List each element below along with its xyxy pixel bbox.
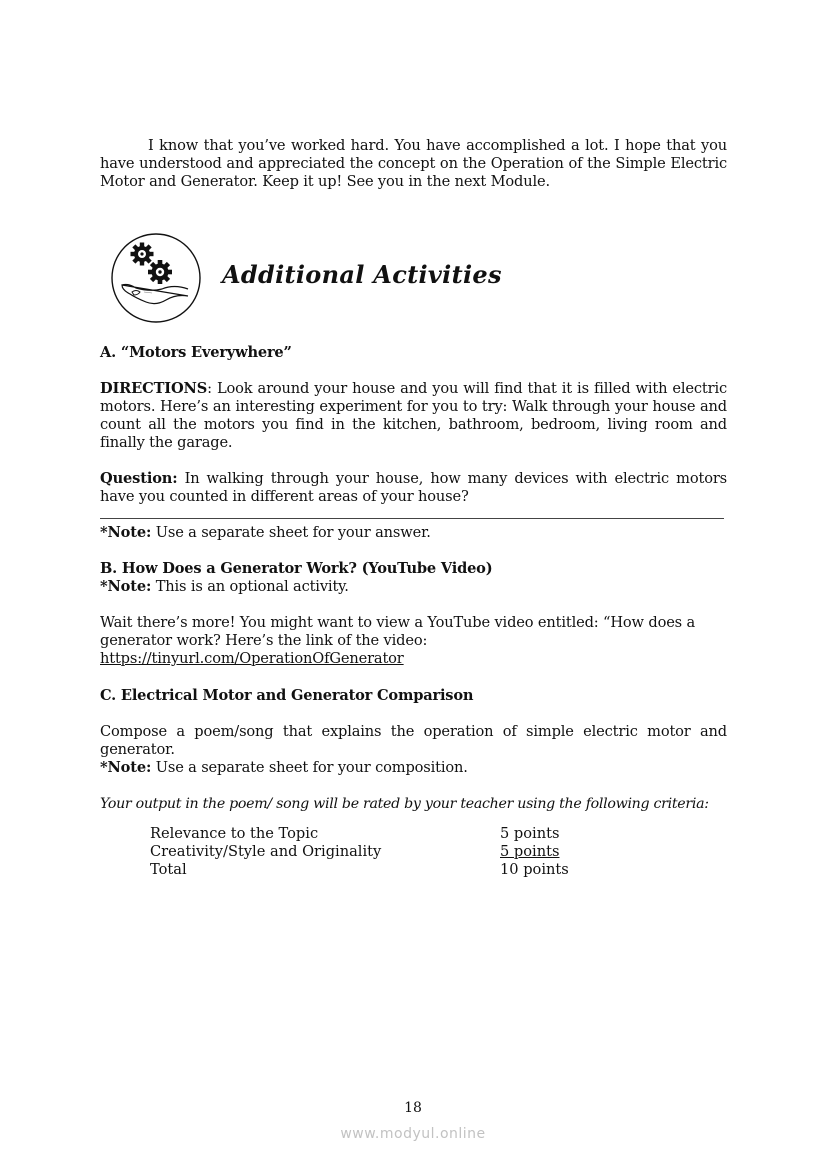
criteria-points: 5 points: [500, 843, 560, 860]
criteria-points: 10 points: [500, 861, 569, 878]
video-link[interactable]: https://tinyurl.com/OperationOfGenerator: [100, 650, 404, 667]
activity-b-text: Wait there’s more! You might want to view a YouTube video entitled: “How does a generator work? Here’s the link of the video:: [100, 614, 696, 649]
criteria-label: Creativity/Style and Originality: [150, 843, 382, 860]
note-label: *Note:: [100, 524, 152, 541]
activity-a-note: [100, 524, 727, 542]
note-label: *Note:: [100, 578, 152, 595]
activity-b-body: [100, 614, 710, 668]
directions-text: : Look around your house and you will find that it is filled with electric motors. Here’s an interesting experiment for you to try: Walk through your house and count all the motors you find in the kitchen, bathroom, bedroom, living room and finally the garage.: [100, 380, 727, 451]
page-number: 18: [404, 1100, 422, 1116]
question-text: In walking through your house, how many devices with electric motors have you counted in different areas of your house?: [100, 470, 727, 505]
section-title: Additional Activities: [222, 260, 502, 289]
criteria-label: Relevance to the Topic: [150, 825, 319, 842]
criteria-label: Total: [150, 861, 187, 878]
activity-c-note: [100, 759, 727, 777]
note-text: Use a separate sheet for your answer.: [151, 524, 431, 541]
activity-b-note: [100, 578, 727, 596]
criteria-points: 5 points: [500, 825, 560, 842]
question-label: Question:: [100, 470, 178, 487]
activity-a-question: [100, 470, 727, 506]
activity-b-heading: B. How Does a Generator Work? (YouTube Video): [100, 560, 493, 577]
activity-a-heading: A. “Motors Everywhere”: [100, 344, 292, 361]
activity-c-heading: C. Electrical Motor and Generator Comparison: [100, 687, 474, 704]
activity-c-body: Compose a poem/song that explains the operation of simple electric motor and generator.: [100, 723, 727, 758]
closing-paragraph: I know that you’ve worked hard. You have accomplished a lot. I hope that you have understood and appreciated the concept on the Operation of the Simple Electric Motor and Generator. Keep it up! See you in the next Module.: [100, 137, 727, 190]
activity-a-directions: [100, 380, 727, 452]
directions-label: DIRECTIONS: [100, 380, 208, 397]
note-label: *Note:: [100, 759, 152, 776]
note-text: Use a separate sheet for your composition.: [151, 759, 468, 776]
gears-in-hand-icon: [110, 232, 202, 324]
watermark: www.modyul.online: [340, 1126, 486, 1142]
note-text: This is an optional activity.: [151, 578, 349, 595]
criteria-intro: Your output in the poem/ song will be rated by your teacher using the following criteria:: [100, 796, 709, 812]
answer-line[interactable]: [100, 518, 724, 519]
